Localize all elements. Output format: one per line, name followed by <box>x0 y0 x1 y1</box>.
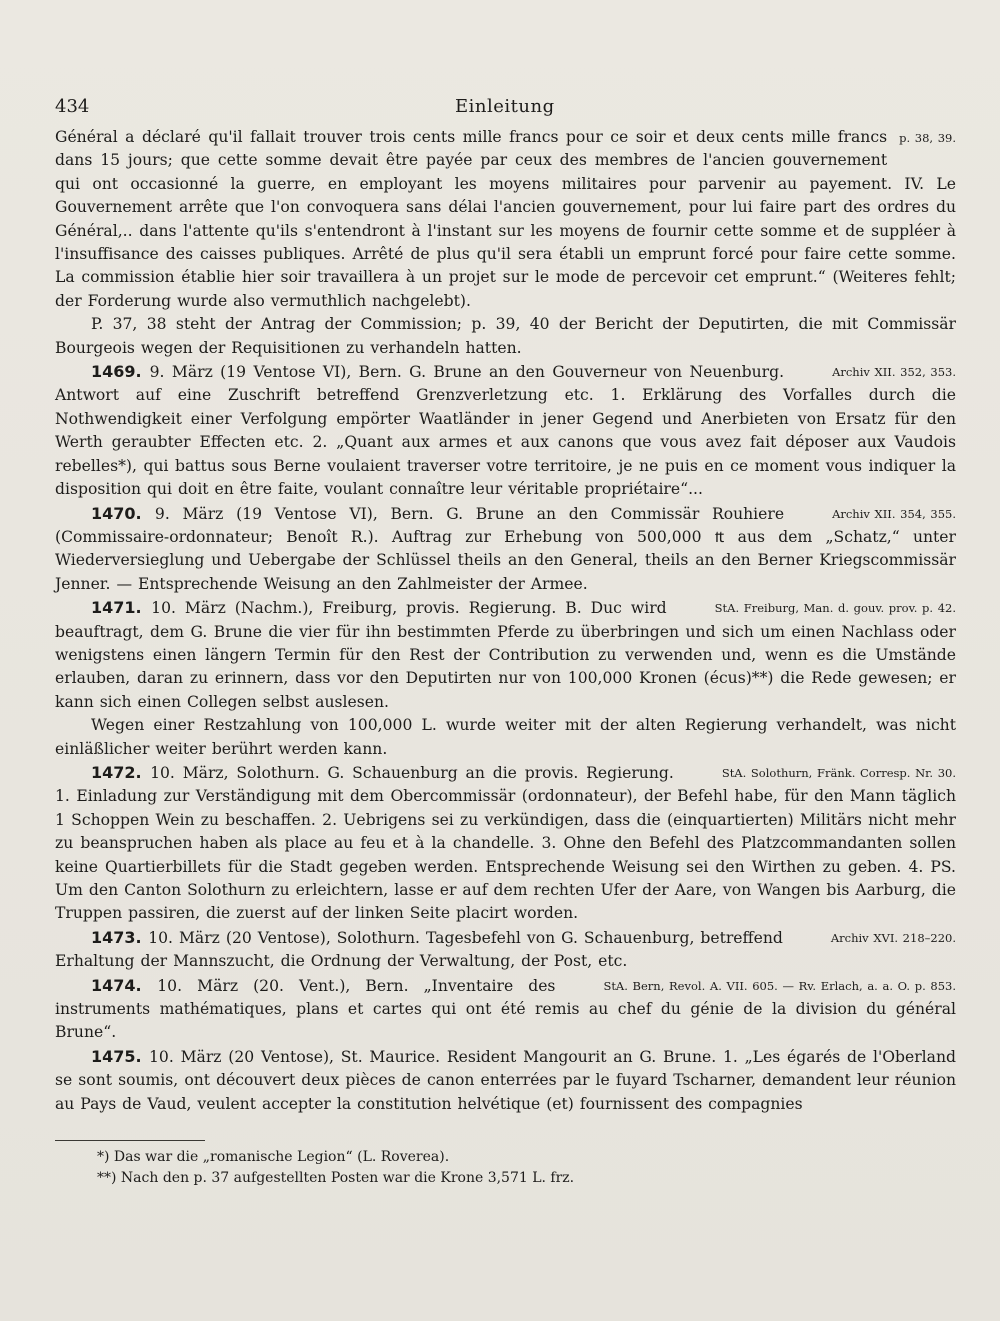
source-citation: Archiv XII. 352, 353. <box>832 365 956 380</box>
entry-paragraph <box>55 974 956 1045</box>
body-text <box>55 126 956 1116</box>
entry-number: 1474. <box>91 975 158 995</box>
paragraph-text: 10. März (20 Ventose), St. Maurice. Resident Mangourit an G. Brune. 1. „Les égarés de l'Oberland se sont soumis, ont découvert deux pièces de canon enterrées par le fuyard Tscharner, demandent leur réunion au Pays de Vaud, veulent accepter la constitution helvétique (et) fournissent des compagnies <box>55 1047 956 1113</box>
entry-number: 1469. <box>91 362 150 382</box>
page-number: 434 <box>55 96 90 117</box>
entry-paragraph <box>55 502 956 597</box>
paragraph-text: Général a déclaré qu'il fallait trouver trois cents mille francs pour ce soir et deux cents mille francs dans 15 jours; que cette somme devait être payée par ceux des membres de l'ancien gouvernement qui ont occasionné la guerre, en employant les moyens militaires pour parvenir au payement. IV. Le Gouvernement arrête que l'on convoquera sans délai l'ancien gouvernement, pour lui faire part des ordres du Général,.. dans l'attente qu'ils s'entendront à l'instant sur les moyens de fournir cette somme et de suppléer à l'insuffisance des caisses publiques. Arrêté de plus qu'il sera établi un emprunt forcé pour faire cette somme. La commission établie hier soir travaillera à un projet sur le mode de percevoir cet emprunt.“ (Weiteres fehlt; der Forderung wurde also vermuthlich nachgelebt). <box>55 128 956 310</box>
paragraph-text: 10. März (Nachm.), Freiburg, provis. Regierung. B. Duc wird beauftragt, dem G. Brune die vier für ihn bestimmten Pferde zu überbringen und sich um einen Nachlass oder wenigstens einen längern Termin für den Rest der Contribution zu verwenden und, wenn es die Umstände erlauben, daran zu erinnern, dass vor den Deputirten nur von 100,000 Kronen (écus)**) die Rede gewesen; er kann sich einen Collegen selbst auslesen. <box>55 599 956 711</box>
source-citation: StA. Solothurn, Fränk. Corresp. Nr. 30. <box>721 765 956 780</box>
paragraph-text: 9. März (19 Ventose VI), Bern. G. Brune an den Gouverneur von Neuenburg. Antwort auf eine Zuschrift betreffend Grenzverletzung etc. 1. Erklärung des Vorfalles durch die Nothwendigkeit einer Verfolgung empörter Waatländer in jener Gegend und Anerbieten von Ersatz für den Werth geraubter Effecten etc. 2. „Quant aux armes et aux canons que vous avez fait déposer aux Vaudois rebelles*), qui battus sous Berne voulaient traverser votre territoire, je ne puis en ce moment vous indiquer la disposition qui doit en être faite, voulant connaître leur véritable propriétaire“... <box>55 363 956 499</box>
paragraph <box>55 714 956 761</box>
entry-number: 1473. <box>91 927 149 947</box>
source-citation: p. 38, 39. <box>899 131 956 145</box>
entry-number: 1470. <box>91 503 155 523</box>
source-citation: StA. Bern, Revol. A. VII. 605. — Rv. Erlach, a. a. O. p. 853. <box>603 978 956 993</box>
paragraph-text: 9. März (19 Ventose VI), Bern. G. Brune an den Commissär Rouhiere (Commissaire-ordonnateur; Benoît R.). Auftrag zur Erhebung von 500,000 ₶ aus dem „Schatz,“ unter Wiederversieglung und Uebergabe der Schlüssel theils an den General, theils an den Berner Kriegscommissär Jenner. — Entsprechende Weisung an den Zahlmeister der Armee. <box>55 504 956 593</box>
page-header <box>55 96 956 126</box>
paragraph-text: P. 37, 38 steht der Antrag der Commission; p. 39, 40 der Bericht der Deputirten, die mit Commissär Bourgeois wegen der Requisitionen zu verhandeln hatten. <box>55 315 956 357</box>
entry-paragraph <box>55 761 956 926</box>
entry-paragraph <box>55 926 956 974</box>
entry-paragraph <box>55 1045 956 1116</box>
footnote: *) Das war die „romanische Legion“ (L. Roverea). <box>97 1149 450 1166</box>
entry-paragraph <box>55 360 956 501</box>
footnotes <box>55 1147 956 1189</box>
entry-paragraph <box>55 596 956 714</box>
running-title: Einleitung <box>455 96 555 117</box>
footnote: **) Nach den p. 37 aufgestellten Posten war die Krone 3,571 L. frz. <box>97 1170 575 1187</box>
entry-number: 1475. <box>91 1046 149 1066</box>
paragraph <box>55 313 956 360</box>
paragraph-text: 10. März (20. Vent.), Bern. „Inventaire des instruments mathématiques, plans et cartes qui ont été remis au chef du génie de la division du général Brune“. <box>55 976 956 1042</box>
entry-number: 1472. <box>91 762 151 782</box>
paragraph <box>55 126 956 313</box>
source-citation: StA. Freiburg, Man. d. gouv. prov. p. 42. <box>714 601 956 616</box>
source-citation: Archiv XVI. 218–220. <box>830 930 956 945</box>
footnote-rule <box>55 1140 205 1141</box>
paragraph-text: Wegen einer Restzahlung von 100,000 L. wurde weiter mit der alten Regierung verhandelt, was nicht einläßlicher weiter berührt werden kann. <box>55 716 956 758</box>
entry-number: 1471. <box>91 598 152 618</box>
source-citation: Archiv XII. 354, 355. <box>832 506 956 521</box>
paragraph-text: 10. März (20 Ventose), Solothurn. Tagesbefehl von G. Schauenburg, betreffend Erhaltung der Mannszucht, die Ordnung der Verwaltung, der Post, etc. <box>55 928 783 971</box>
paragraph-text: 10. März, Solothurn. G. Schauenburg an die provis. Regierung. 1. Einladung zur Verständigung mit dem Obercommissär (ordonnateur), der Befehl habe, für den Mann täglich 1 Schoppen Wein zu beschaffen. 2. Uebrigens sei zu verkündigen, dass die (einquartierten) Militärs nicht mehr zu beanspruchen haben als place au feu et à la chandelle. 3. Ohne den Befehl des Platzcommandanten sollen keine Quartierbillets für die Stadt gegeben werden. Entsprechende Weisung sei den Wirthen zu geben. 4. PS. Um den Canton Solothurn zu erleichtern, lasse er auf dem rechten Ufer der Aare, von Wangen bis Aarburg, die Truppen passiren, die zuerst auf der linken Seite placirt worden. <box>55 763 956 923</box>
